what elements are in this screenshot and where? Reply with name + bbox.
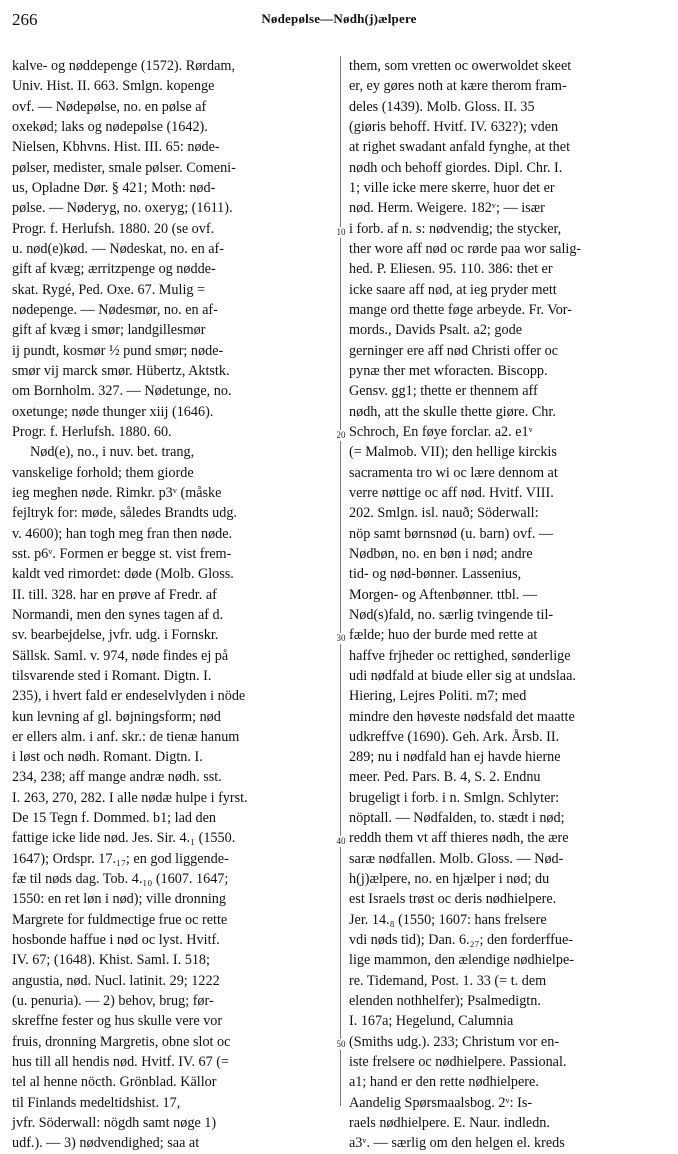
text-line: sacramenta tro wi oc lære dennom at: [349, 464, 558, 481]
text-line: haffve frjheder oc rettighed, sønderlige: [349, 647, 571, 664]
text-line: pølser, medister, smale pølser. Comeni-: [12, 159, 236, 176]
text-line: elenden nothhelfer); Psalmedigtn.: [349, 993, 541, 1010]
text-line: nød. Herm. Weigere. 182ᵛ; — især: [349, 200, 545, 217]
text-line: ij pundt, kosmør ½ pund smør; nøde-: [12, 342, 224, 359]
text-line: Nielsen, Kbhvns. Hist. III. 65: nøde-: [12, 139, 220, 156]
text-line: (= Malmob. VII); den hellige kirckis: [349, 444, 557, 461]
text-line: Univ. Hist. II. 663. Smlgn. kopenge: [12, 78, 215, 95]
text-line: mindre den høveste nødsfald det maatte: [349, 708, 575, 725]
text-line: De 15 Tegn f. Dommed. b1; lad den: [12, 810, 217, 827]
text-line: sst. p6ᵛ. Formen er begge st. vist frem-: [12, 545, 232, 562]
text-line: fejltryk for: møde, således Brandts udg.: [12, 505, 237, 522]
page-number: 266: [12, 10, 38, 29]
text-line: est Israels trøst oc deris nødhielpere.: [349, 891, 557, 908]
text-line: i forb. af n. s: nødvendig; the stycker,: [349, 220, 562, 237]
text-line: til Finlands medeltidshist. 17,: [12, 1094, 181, 1111]
text-line: er ellers alm. i anf. skr.: de tienæ hanum: [12, 728, 240, 745]
text-line: 235), i hvert fald er endeselvlyden i nöde: [12, 688, 246, 705]
text-line: skat. Rygé, Ped. Oxe. 67. Mulig =: [12, 281, 206, 298]
text-line: v. 4600); han togh meg fran then nøde.: [12, 525, 233, 542]
text-line: kun levning af gl. bøjningsform; nød: [12, 708, 221, 725]
text-line: tel al henne nöcth. Grönblad. Källor: [12, 1074, 217, 1091]
text-line: fruis, dronning Margretis, obne slot oc: [12, 1033, 231, 1050]
text-line: nöp samt børnsnød (u. barn) ovf. —: [349, 525, 554, 542]
text-line: oxekød; laks og nødepølse (1642).: [12, 118, 208, 135]
text-line: smør vij marck smør. Hübertz, Aktstk.: [12, 362, 230, 379]
right-column: [349, 56, 669, 1152]
text-line: brugeligt i forb. i n. Smlgn. Schlyter:: [349, 789, 560, 806]
text-line: jvfr. Söderwall: nögdh samt nøge 1): [12, 1115, 217, 1132]
text-line: pølse. — Nøderyg, no. oxeryg; (1611).: [12, 200, 233, 217]
text-line: 1; ville icke mere skerre, huor det er: [349, 179, 555, 196]
text-line: Hiering, Lejres Politi. m7; med: [349, 688, 527, 705]
text-line: i løst och nødh. Romant. Digtn. I.: [12, 749, 203, 766]
text-line: ieg meghen nøde. Rimkr. p3ᵛ (måske: [12, 484, 222, 501]
text-line: 1550: en ret løn i nød); ville dronning: [12, 891, 226, 908]
text-line: u. nød(e)kød. — Nødeskat, no. en af-: [12, 240, 224, 257]
text-line: Gensv. gg1; thette er thennem aff: [349, 383, 538, 400]
text-line: saræ nødfallen. Molb. Gloss. — Nød-: [349, 850, 564, 867]
line-marker-10: 10: [334, 227, 348, 238]
text-line: om Bornholm. 327. — Nødetunge, no.: [12, 383, 232, 400]
text-line: iste frelsere oc nødhielpere. Passional.: [349, 1054, 567, 1071]
text-line: I. 167a; Hegelund, Calumnia: [349, 1013, 514, 1030]
text-line: I. 263, 270, 282. I alle nødæ hulpe i fyrst.: [12, 789, 248, 806]
text-line: meer. Ped. Pars. B. 4, S. 2. Endnu: [349, 769, 541, 786]
text-line: fæ til nøds dag. Tob. 4.₁₀ (1607. 1647;: [12, 871, 229, 888]
line-marker-30: 30: [334, 633, 348, 644]
page-header: [12, 10, 666, 36]
text-line: sv. bearbejdelse, jvfr. udg. i Fornskr.: [12, 627, 219, 644]
text-line: reddh them vt aff thieres nødh, the ære: [349, 830, 569, 847]
text-line: tid- og nød-bønner. Lassenius,: [349, 566, 522, 583]
text-line: IV. 67; (1648). Khist. Saml. I. 518;: [12, 952, 210, 969]
line-marker-50: 50: [334, 1039, 348, 1050]
text-line: (Smiths udg.). 233; Christum vor en-: [349, 1033, 560, 1050]
line-marker-20: 20: [334, 430, 348, 441]
text-line: kalve- og nøddepenge (1572). Rørdam,: [12, 58, 235, 74]
text-line: mange ord thette føge arbeyde. Fr. Vor-: [349, 301, 572, 318]
text-line: mords., Davids Psalt. a2; gode: [349, 322, 522, 339]
text-line: Jer. 14.₈ (1550; 1607: hans frelsere: [349, 911, 547, 928]
text-line: (u. penuria). — 2) behov, brug; før-: [12, 993, 214, 1010]
text-line: hosbonde haffue i nød oc lyst. Hvitf.: [12, 932, 220, 949]
text-line: Schroch, En føye forclar. a2. e1ᵛ: [349, 423, 533, 440]
text-line: 289; nu i nødfald han ej havde hierne: [349, 749, 561, 766]
text-line: us, Opladne Dør. § 421; Moth: nød-: [12, 179, 216, 196]
text-line: udkreffve (1690). Geh. Ark. Årsb. II.: [349, 728, 560, 745]
text-line: pynæ ther met wforacten. Biscopp.: [349, 362, 548, 379]
text-line: ovf. — Nødepølse, no. en pølse af: [12, 98, 207, 115]
text-line: nöptall. — Nødfalden, to. stædt i nød;: [349, 810, 565, 827]
text-line: nødepenge. — Nødesmør, no. en af-: [12, 301, 218, 318]
text-line: lige mammon, den ælendige nødhielpe-: [349, 952, 574, 969]
text-line: tilsvarende sted i Romant. Digtn. I.: [12, 667, 212, 684]
text-line: gift af kvæg; ærritzpenge og nødde-: [12, 261, 216, 278]
column-divider: [340, 56, 341, 1106]
text-line: h(j)ælpere, no. en hjælper i nød; du: [349, 871, 550, 888]
text-line: Normandi, men den synes tagen af d.: [12, 606, 224, 623]
text-line: fattige icke lide nød. Jes. Sir. 4.₁ (1550.: [12, 830, 236, 847]
text-line: raels nødhielpere. E. Naur. indledn.: [349, 1115, 550, 1132]
text-line: them, som vretten oc owerwoldet skeet: [349, 58, 572, 74]
left-column: [12, 56, 334, 1152]
text-line: icke saare aff nød, at ieg pryder mett: [349, 281, 557, 298]
text-line: Sällsk. Saml. v. 974, nøde findes ej på: [12, 647, 229, 664]
text-line: gift af kvæg i smør; landgillesmør: [12, 322, 206, 339]
text-line: deles (1439). Molb. Gloss. II. 35: [349, 98, 535, 115]
text-line: Progr. f. Herlufsh. 1880. 20 (se ovf.: [12, 220, 215, 237]
text-line: Progr. f. Herlufsh. 1880. 60.: [12, 423, 172, 440]
text-line: re. Tidemand, Post. 1. 33 (= t. dem: [349, 972, 547, 989]
text-line: 234, 238; aff mange andræ nødh. sst.: [12, 769, 222, 786]
text-line: vdi nøds tid); Dan. 6.₂₇; den forderffue-: [349, 932, 573, 949]
text-line: udf.). — 3) nødvendighed; saa at: [12, 1135, 200, 1152]
text-line: kaldt ved rimordet: døde (Molb. Gloss.: [12, 566, 234, 583]
text-line: Aandelig Spørsmaalsbog. 2ᵛ: Is-: [349, 1094, 533, 1111]
text-line: nødh och behoff giordes. Dipl. Chr. I.: [349, 159, 563, 176]
text-line: oxetunge; nøde thunger xiij (1646).: [12, 403, 214, 420]
text-line: Margrete for fuldmectige frue oc rette: [12, 911, 228, 928]
text-line: a1; hand er den rette nødhielpere.: [349, 1074, 539, 1091]
text-line: angustia, nød. Nucl. latinit. 29; 1222: [12, 972, 220, 989]
text-line: Nød(e), no., i nuv. bet. trang,: [30, 444, 195, 461]
text-line: fælde; huo der burde med rette at: [349, 627, 538, 644]
text-line: skreffne fester og hus skulle vere vor: [12, 1013, 223, 1030]
text-line: vanskelige forhold; them giorde: [12, 464, 194, 481]
text-line: 202. Smlgn. isl. nauð; Söderwall:: [349, 505, 539, 522]
text-line: gerninger ere aff nød Christi offer oc: [349, 342, 559, 359]
text-line: Morgen- og Aftenbønner. ttbl. —: [349, 586, 538, 603]
line-marker-40: 40: [334, 836, 348, 847]
text-line: hus till all hendis nød. Hvitf. IV. 67 (=: [12, 1054, 229, 1071]
text-line: hed. P. Eliesen. 95. 110. 386: thet er: [349, 261, 553, 278]
text-line: udi nødfald at biude eller sig at undslaa.: [349, 667, 576, 684]
text-line: nødh, att the skulle thette giøre. Chr.: [349, 403, 556, 420]
running-head: Nødepølse—Nødh(j)ælpere: [261, 11, 417, 26]
text-line: verre nøttige oc aff nød. Hvitf. VIII.: [349, 484, 554, 501]
text-line: II. till. 328. har en prøve af Fredr. af: [12, 586, 217, 603]
text-line: a3ᵛ. — særlig om den helgen el. kreds: [349, 1135, 565, 1152]
text-line: 1647); Ordspr. 17.₁₇; en god liggende-: [12, 850, 229, 867]
text-line: (giøris behoff. Hvitf. IV. 632?); vden: [349, 118, 559, 135]
text-line: Nødbøn, no. en bøn i nød; andre: [349, 545, 533, 562]
text-line: ther wore aff nød oc rørde paa wor salig-: [349, 240, 582, 257]
text-line: at righet swadant anfald fynghe, at thet: [349, 139, 571, 156]
text-line: Nød(s)fald, no. særlig tvingende til-: [349, 606, 554, 623]
text-line: er, ey gøres noth at kære therom fram-: [349, 78, 567, 95]
